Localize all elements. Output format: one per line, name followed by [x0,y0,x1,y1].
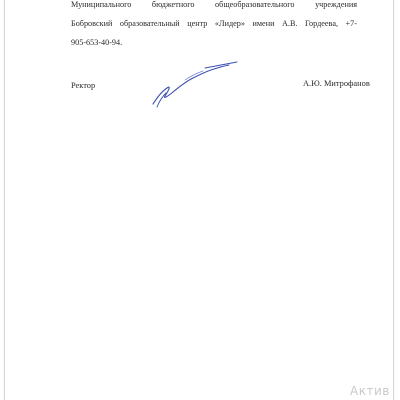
windows-activation-watermark: Актив [350,384,390,398]
document-page [4,0,394,400]
paragraph-line: Бобровский образовательный центр «Лидер» имени А.В. Гордеева, +7- [71,19,357,28]
paragraph-line: Муниципального бюджетного общеобразовательного учреждения [71,0,357,9]
paragraph-line: 905-653-40-94. [71,38,123,47]
signatory-name: А.Ю. Митрофанов [303,79,370,88]
handwritten-signature [145,52,255,112]
signatory-title: Ректор [71,81,96,90]
organization-paragraph [71,0,357,52]
